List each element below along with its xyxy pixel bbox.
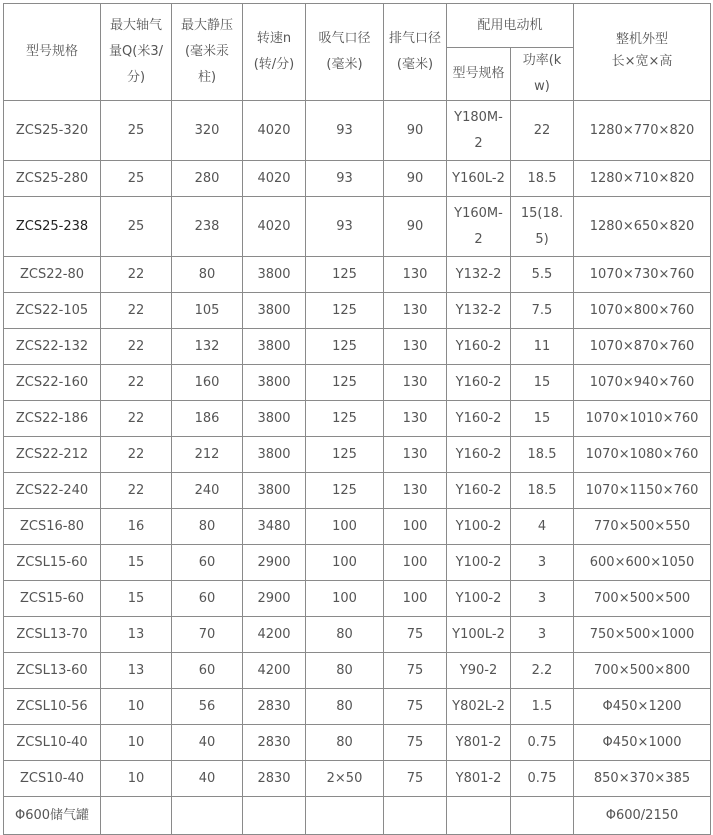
cell-airflow: 22 xyxy=(101,329,172,365)
table-row xyxy=(4,797,711,835)
cell-model: ZCS25-280 xyxy=(4,161,101,197)
cell-motor-model: Y801-2 xyxy=(447,725,511,761)
header-dimensions xyxy=(574,4,711,101)
cell-dimensions: 1070×800×760 xyxy=(574,293,711,329)
cell-motor-model: Y180M-2 xyxy=(447,101,511,161)
cell-motor-power: 7.5 xyxy=(511,293,574,329)
cell-model: ZCS22-132 xyxy=(4,329,101,365)
table-row xyxy=(4,473,711,509)
cell-outlet: 90 xyxy=(384,101,447,161)
cell-pressure: 60 xyxy=(172,545,243,581)
cell-inlet: 100 xyxy=(306,545,384,581)
header-max-airflow: 最大轴气量Q(米3/分) xyxy=(101,4,172,101)
cell-inlet: 93 xyxy=(306,101,384,161)
cell-model: ZCS22-240 xyxy=(4,473,101,509)
cell-dimensions: 1280×770×820 xyxy=(574,101,711,161)
cell-motor-power: 4 xyxy=(511,509,574,545)
cell-airflow: 25 xyxy=(101,197,172,257)
cell-inlet: 80 xyxy=(306,689,384,725)
cell-model: ZCSL10-40 xyxy=(4,725,101,761)
table-row xyxy=(4,365,711,401)
cell-speed: 3800 xyxy=(243,329,306,365)
cell-motor-power: 0.75 xyxy=(511,725,574,761)
cell-dimensions: 1070×870×760 xyxy=(574,329,711,365)
cell-inlet: 100 xyxy=(306,509,384,545)
cell-model: ZCSL15-60 xyxy=(4,545,101,581)
cell-pressure: 280 xyxy=(172,161,243,197)
cell-airflow: 22 xyxy=(101,293,172,329)
cell-pressure xyxy=(172,797,243,835)
header-row xyxy=(4,4,711,48)
table-row xyxy=(4,689,711,725)
cell-dimensions: Φ450×1000 xyxy=(574,725,711,761)
cell-airflow: 22 xyxy=(101,473,172,509)
table-row xyxy=(4,293,711,329)
cell-pressure: 160 xyxy=(172,365,243,401)
cell-speed: 4020 xyxy=(243,161,306,197)
cell-motor-model: Y160-2 xyxy=(447,329,511,365)
cell-airflow: 25 xyxy=(101,101,172,161)
table-row xyxy=(4,545,711,581)
cell-airflow xyxy=(101,797,172,835)
fan-spec-table xyxy=(3,3,711,835)
cell-inlet: 125 xyxy=(306,329,384,365)
header-dimensions-sub: 长×宽×高 xyxy=(611,54,673,69)
cell-dimensions: 700×500×500 xyxy=(574,581,711,617)
cell-inlet: 125 xyxy=(306,437,384,473)
table-row xyxy=(4,329,711,365)
cell-dimensions: Φ450×1200 xyxy=(574,689,711,725)
header-motor-model: 型号规格 xyxy=(447,48,511,101)
cell-dimensions: 700×500×800 xyxy=(574,653,711,689)
cell-motor-model: Y100L-2 xyxy=(447,617,511,653)
header-motor-power: 功率(kw) xyxy=(511,48,574,101)
table-row xyxy=(4,161,711,197)
table-row xyxy=(4,509,711,545)
cell-inlet: 100 xyxy=(306,581,384,617)
cell-motor-model xyxy=(447,797,511,835)
cell-airflow: 22 xyxy=(101,365,172,401)
cell-speed: 3480 xyxy=(243,509,306,545)
table-row xyxy=(4,401,711,437)
cell-outlet: 75 xyxy=(384,761,447,797)
cell-motor-model: Y160-2 xyxy=(447,365,511,401)
cell-airflow: 22 xyxy=(101,437,172,473)
cell-speed: 4020 xyxy=(243,101,306,161)
cell-motor-power: 18.5 xyxy=(511,161,574,197)
cell-outlet: 75 xyxy=(384,653,447,689)
cell-speed: 2900 xyxy=(243,581,306,617)
cell-airflow: 10 xyxy=(101,689,172,725)
cell-pressure: 212 xyxy=(172,437,243,473)
cell-motor-power: 15 xyxy=(511,365,574,401)
cell-speed xyxy=(243,797,306,835)
cell-speed: 2830 xyxy=(243,761,306,797)
cell-dimensions: 850×370×385 xyxy=(574,761,711,797)
cell-inlet: 93 xyxy=(306,161,384,197)
cell-pressure: 40 xyxy=(172,761,243,797)
cell-model: ZCSL13-60 xyxy=(4,653,101,689)
table-row xyxy=(4,725,711,761)
cell-dimensions: 600×600×1050 xyxy=(574,545,711,581)
cell-model: ZCS16-80 xyxy=(4,509,101,545)
cell-pressure: 60 xyxy=(172,653,243,689)
cell-airflow: 22 xyxy=(101,257,172,293)
cell-speed: 3800 xyxy=(243,365,306,401)
cell-outlet: 75 xyxy=(384,689,447,725)
table-row xyxy=(4,437,711,473)
cell-outlet: 130 xyxy=(384,257,447,293)
cell-motor-power: 18.5 xyxy=(511,473,574,509)
cell-pressure: 320 xyxy=(172,101,243,161)
table-row xyxy=(4,197,711,257)
cell-speed: 2900 xyxy=(243,545,306,581)
header-dimensions-title: 整机外型 xyxy=(616,32,669,47)
cell-airflow: 15 xyxy=(101,545,172,581)
cell-motor-power: 3 xyxy=(511,545,574,581)
cell-model: ZCS25-320 xyxy=(4,101,101,161)
cell-dimensions: 1280×650×820 xyxy=(574,197,711,257)
header-model: 型号规格 xyxy=(4,4,101,101)
cell-inlet: 80 xyxy=(306,617,384,653)
cell-dimensions: 1070×1010×760 xyxy=(574,401,711,437)
cell-outlet: 90 xyxy=(384,161,447,197)
cell-motor-power: 3 xyxy=(511,581,574,617)
cell-dimensions: 1070×730×760 xyxy=(574,257,711,293)
cell-airflow: 22 xyxy=(101,401,172,437)
cell-motor-model: Y100-2 xyxy=(447,581,511,617)
header-speed: 转速n(转/分) xyxy=(243,4,306,101)
cell-speed: 3800 xyxy=(243,437,306,473)
cell-outlet: 130 xyxy=(384,401,447,437)
cell-dimensions: 1070×940×760 xyxy=(574,365,711,401)
cell-motor-model: Y160M-2 xyxy=(447,197,511,257)
cell-motor-model: Y132-2 xyxy=(447,293,511,329)
cell-inlet: 125 xyxy=(306,257,384,293)
cell-motor-model: Y160-2 xyxy=(447,473,511,509)
cell-airflow: 13 xyxy=(101,653,172,689)
cell-pressure: 60 xyxy=(172,581,243,617)
cell-speed: 3800 xyxy=(243,401,306,437)
cell-airflow: 15 xyxy=(101,581,172,617)
cell-outlet: 130 xyxy=(384,437,447,473)
cell-speed: 4020 xyxy=(243,197,306,257)
cell-motor-model: Y160-2 xyxy=(447,437,511,473)
cell-inlet: 125 xyxy=(306,365,384,401)
header-motor-group: 配用电动机 xyxy=(447,4,574,48)
table-row xyxy=(4,101,711,161)
cell-motor-power: 11 xyxy=(511,329,574,365)
cell-speed: 2830 xyxy=(243,725,306,761)
cell-motor-power: 22 xyxy=(511,101,574,161)
cell-inlet: 93 xyxy=(306,197,384,257)
cell-speed: 3800 xyxy=(243,257,306,293)
cell-dimensions: 750×500×1000 xyxy=(574,617,711,653)
cell-motor-power: 3 xyxy=(511,617,574,653)
header-outlet-diameter: 排气口径(毫米) xyxy=(384,4,447,101)
cell-model: ZCS22-80 xyxy=(4,257,101,293)
table-row xyxy=(4,617,711,653)
cell-motor-power: 15 xyxy=(511,401,574,437)
table-row xyxy=(4,581,711,617)
cell-pressure: 238 xyxy=(172,197,243,257)
cell-pressure: 80 xyxy=(172,509,243,545)
cell-outlet: 75 xyxy=(384,617,447,653)
cell-motor-power: 15(18.5) xyxy=(511,197,574,257)
cell-motor-model: Y802L-2 xyxy=(447,689,511,725)
cell-pressure: 40 xyxy=(172,725,243,761)
cell-airflow: 13 xyxy=(101,617,172,653)
cell-pressure: 105 xyxy=(172,293,243,329)
cell-outlet: 130 xyxy=(384,473,447,509)
cell-motor-model: Y801-2 xyxy=(447,761,511,797)
header-inlet-diameter: 吸气口径(毫米) xyxy=(306,4,384,101)
cell-motor-power: 2.2 xyxy=(511,653,574,689)
cell-model: ZCS22-105 xyxy=(4,293,101,329)
cell-model: Φ600储气罐 xyxy=(4,797,101,835)
cell-pressure: 240 xyxy=(172,473,243,509)
cell-speed: 4200 xyxy=(243,617,306,653)
cell-airflow: 25 xyxy=(101,161,172,197)
cell-outlet xyxy=(384,797,447,835)
cell-model: ZCS25-238 xyxy=(4,197,101,257)
cell-speed: 2830 xyxy=(243,689,306,725)
cell-motor-model: Y160-2 xyxy=(447,401,511,437)
cell-pressure: 70 xyxy=(172,617,243,653)
cell-outlet: 130 xyxy=(384,293,447,329)
cell-speed: 3800 xyxy=(243,293,306,329)
cell-pressure: 80 xyxy=(172,257,243,293)
cell-motor-power: 0.75 xyxy=(511,761,574,797)
header-max-static-pressure: 最大静压(毫米汞柱) xyxy=(172,4,243,101)
table-row xyxy=(4,761,711,797)
cell-dimensions: 1280×710×820 xyxy=(574,161,711,197)
cell-model: ZCS22-186 xyxy=(4,401,101,437)
cell-airflow: 10 xyxy=(101,761,172,797)
cell-inlet: 125 xyxy=(306,293,384,329)
cell-outlet: 100 xyxy=(384,509,447,545)
cell-airflow: 10 xyxy=(101,725,172,761)
cell-inlet: 80 xyxy=(306,653,384,689)
table-row xyxy=(4,257,711,293)
cell-motor-power: 1.5 xyxy=(511,689,574,725)
cell-outlet: 130 xyxy=(384,365,447,401)
cell-model: ZCS22-160 xyxy=(4,365,101,401)
cell-dimensions: 1070×1150×760 xyxy=(574,473,711,509)
cell-model: ZCS10-40 xyxy=(4,761,101,797)
cell-inlet xyxy=(306,797,384,835)
cell-speed: 4200 xyxy=(243,653,306,689)
cell-inlet: 80 xyxy=(306,725,384,761)
cell-pressure: 132 xyxy=(172,329,243,365)
cell-dimensions: 1070×1080×760 xyxy=(574,437,711,473)
cell-motor-model: Y100-2 xyxy=(447,509,511,545)
cell-motor-model: Y160L-2 xyxy=(447,161,511,197)
cell-motor-power: 5.5 xyxy=(511,257,574,293)
cell-motor-model: Y90-2 xyxy=(447,653,511,689)
cell-motor-power xyxy=(511,797,574,835)
table-row xyxy=(4,653,711,689)
cell-outlet: 75 xyxy=(384,725,447,761)
cell-inlet: 125 xyxy=(306,401,384,437)
cell-motor-power: 18.5 xyxy=(511,437,574,473)
cell-speed: 3800 xyxy=(243,473,306,509)
cell-pressure: 186 xyxy=(172,401,243,437)
cell-model: ZCSL10-56 xyxy=(4,689,101,725)
cell-model: ZCSL13-70 xyxy=(4,617,101,653)
cell-motor-model: Y100-2 xyxy=(447,545,511,581)
cell-pressure: 56 xyxy=(172,689,243,725)
cell-outlet: 100 xyxy=(384,581,447,617)
cell-inlet: 2×50 xyxy=(306,761,384,797)
cell-outlet: 100 xyxy=(384,545,447,581)
cell-motor-model: Y132-2 xyxy=(447,257,511,293)
cell-dimensions: 770×500×550 xyxy=(574,509,711,545)
cell-outlet: 90 xyxy=(384,197,447,257)
cell-outlet: 130 xyxy=(384,329,447,365)
cell-airflow: 16 xyxy=(101,509,172,545)
cell-model: ZCS22-212 xyxy=(4,437,101,473)
cell-model: ZCS15-60 xyxy=(4,581,101,617)
cell-dimensions: Φ600/2150 xyxy=(574,797,711,835)
cell-inlet: 125 xyxy=(306,473,384,509)
